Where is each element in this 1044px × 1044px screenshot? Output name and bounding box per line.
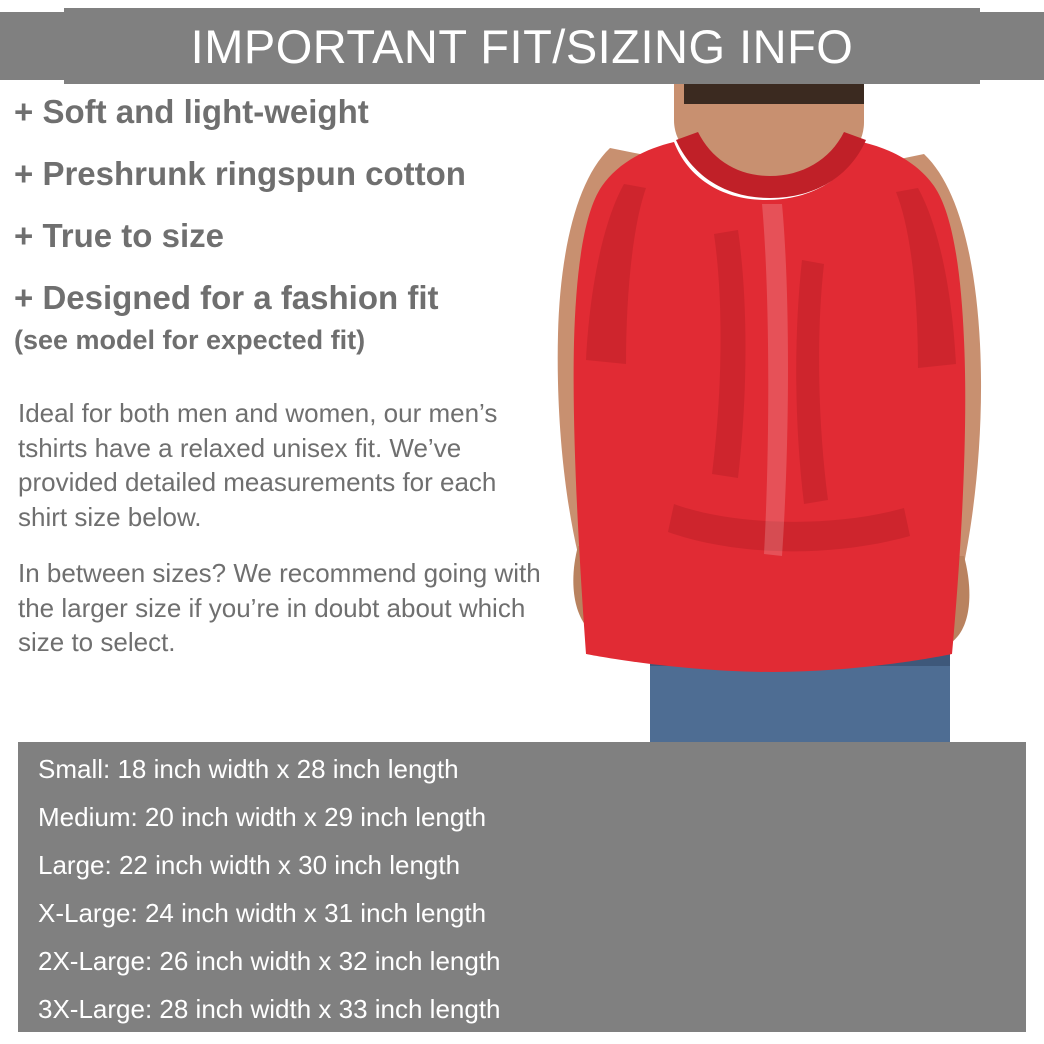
- feature-bullet: + Designed for a fashion fit: [14, 279, 439, 316]
- feature-bullet-list: [14, 95, 584, 380]
- feature-bullet: + Preshrunk ringspun cotton: [14, 155, 466, 192]
- size-chart-row: 2X-Large: 26 inch width x 32 inch length: [38, 946, 501, 976]
- feature-bullet-note: (see model for expected fit): [14, 325, 366, 355]
- description-paragraph: In between sizes? We recommend going with the larger size if you’re in doubt about which size to select.: [18, 558, 541, 658]
- size-chart-row: Small: 18 inch width x 28 inch length: [38, 754, 459, 784]
- size-chart: [18, 742, 1026, 1032]
- size-chart-row: X-Large: 24 inch width x 31 inch length: [38, 898, 487, 928]
- feature-bullet: + True to size: [14, 217, 224, 254]
- description-paragraph: Ideal for both men and women, our men’s tshirts have a relaxed unisex fit. We’ve provided detailed measurements for each shirt size below.: [18, 398, 498, 532]
- size-chart-row: Medium: 20 inch width x 29 inch length: [38, 802, 487, 832]
- description-block: [18, 396, 548, 682]
- banner: [0, 8, 1044, 84]
- model-photo: [524, 84, 1044, 744]
- feature-bullet: + Soft and light-weight: [14, 93, 369, 130]
- page-title: IMPORTANT FIT/SIZING INFO: [190, 19, 854, 73]
- size-chart-row: 3X-Large: 28 inch width x 33 inch length: [38, 994, 501, 1024]
- size-chart-row: Large: 22 inch width x 30 inch length: [38, 850, 461, 880]
- model-illustration: [524, 84, 1044, 744]
